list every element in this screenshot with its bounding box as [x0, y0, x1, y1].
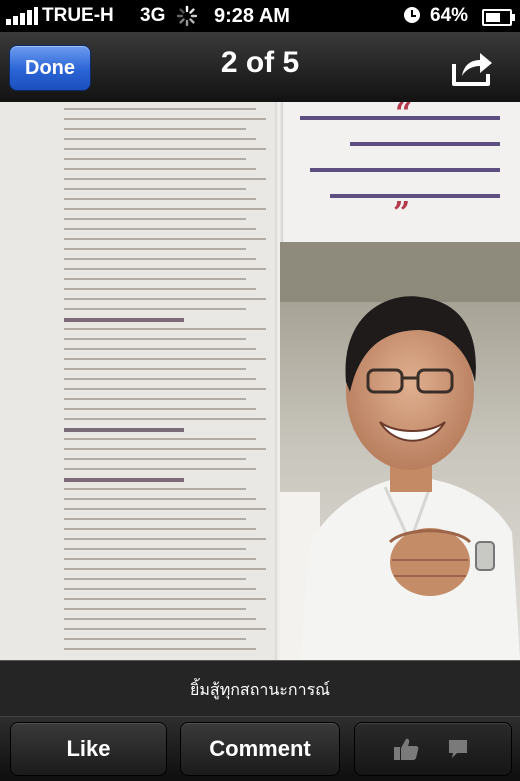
magazine-text-line — [64, 638, 246, 640]
magazine-text-line — [64, 388, 266, 390]
magazine-text-line — [64, 438, 256, 440]
done-button[interactable]: Done — [9, 45, 91, 91]
magazine-text-line — [64, 328, 266, 330]
magazine-text-line — [64, 508, 266, 510]
magazine-text-line — [64, 158, 246, 160]
magazine-text-line — [64, 278, 246, 280]
magazine-text-line — [64, 368, 246, 370]
magazine-text-line — [64, 458, 246, 460]
clock: 9:28 AM — [214, 5, 290, 27]
magazine-text-line — [64, 318, 184, 322]
magazine-text-line — [64, 588, 256, 590]
magazine-text-line — [64, 488, 246, 490]
comment-button[interactable]: Comment — [180, 722, 340, 776]
magazine-text-line — [64, 348, 256, 350]
magazine-text-line — [64, 308, 246, 310]
magazine-text-line — [64, 378, 256, 380]
magazine-text-line — [64, 428, 184, 432]
magazine-text-line — [64, 248, 246, 250]
thumbs-up-icon — [393, 737, 419, 761]
share-arrow-icon[interactable] — [448, 48, 496, 88]
magazine-text-line — [64, 338, 246, 340]
magazine-text-line — [64, 618, 256, 620]
magazine-text-line — [64, 498, 256, 500]
magazine-text-line — [64, 598, 266, 600]
carrier-name: TRUE-H — [42, 5, 114, 26]
alarm-icon — [404, 7, 420, 23]
magazine-text-line — [64, 358, 266, 360]
magazine-text-line — [64, 198, 256, 200]
comment-bubble-icon — [447, 738, 469, 760]
magazine-text-line — [64, 298, 266, 300]
magazine-text-line — [64, 268, 266, 270]
magazine-text-line — [64, 418, 266, 420]
magazine-text-line — [64, 608, 246, 610]
magazine-text-line — [64, 578, 246, 580]
magazine-text-line — [64, 628, 266, 630]
photo-caption: ยิ้มสู้ทุกสถานะการณ์ — [190, 682, 330, 699]
like-button[interactable]: Like — [10, 722, 167, 776]
magazine-text-line — [64, 138, 256, 140]
photo-caption-bar — [0, 660, 520, 717]
close-quote-icon: ” — [393, 196, 411, 231]
network-type: 3G — [140, 5, 166, 26]
magazine-text-line — [64, 398, 246, 400]
magazine-text-line — [64, 128, 246, 130]
magazine-text-line — [64, 408, 256, 410]
magazine-text-line — [64, 528, 256, 530]
magazine-text-column — [0, 102, 278, 660]
reaction-counts-button[interactable] — [354, 722, 512, 776]
magazine-text-line — [64, 538, 266, 540]
magazine-text-line — [64, 258, 256, 260]
pull-quote-panel — [283, 102, 520, 242]
magazine-text-line — [64, 518, 246, 520]
portrait-photo — [280, 242, 520, 660]
magazine-text-line — [64, 648, 256, 650]
photo-viewer[interactable] — [0, 102, 520, 660]
photo-counter-title: 2 of 5 — [220, 46, 300, 79]
nav-bar — [0, 32, 520, 103]
magazine-text-line — [64, 178, 266, 180]
magazine-text-line — [64, 548, 246, 550]
magazine-text-line — [64, 168, 256, 170]
magazine-text-line — [64, 448, 266, 450]
signal-bars-icon — [6, 7, 38, 25]
magazine-text-line — [64, 558, 256, 560]
magazine-text-line — [64, 288, 256, 290]
activity-spinner-icon — [176, 5, 198, 27]
bottom-toolbar — [0, 716, 520, 781]
magazine-text-line — [64, 108, 256, 110]
magazine-text-line — [64, 568, 266, 570]
magazine-text-line — [64, 148, 266, 150]
magazine-text-line — [64, 238, 266, 240]
magazine-text-line — [64, 218, 246, 220]
magazine-text-line — [64, 478, 184, 482]
magazine-text-line — [64, 208, 266, 210]
magazine-text-line — [64, 468, 256, 470]
status-bar — [0, 0, 520, 32]
magazine-text-line — [64, 118, 266, 120]
battery-percent: 64% — [430, 5, 469, 26]
magazine-text-line — [64, 188, 246, 190]
battery-icon — [482, 9, 512, 26]
magazine-text-line — [64, 228, 256, 230]
